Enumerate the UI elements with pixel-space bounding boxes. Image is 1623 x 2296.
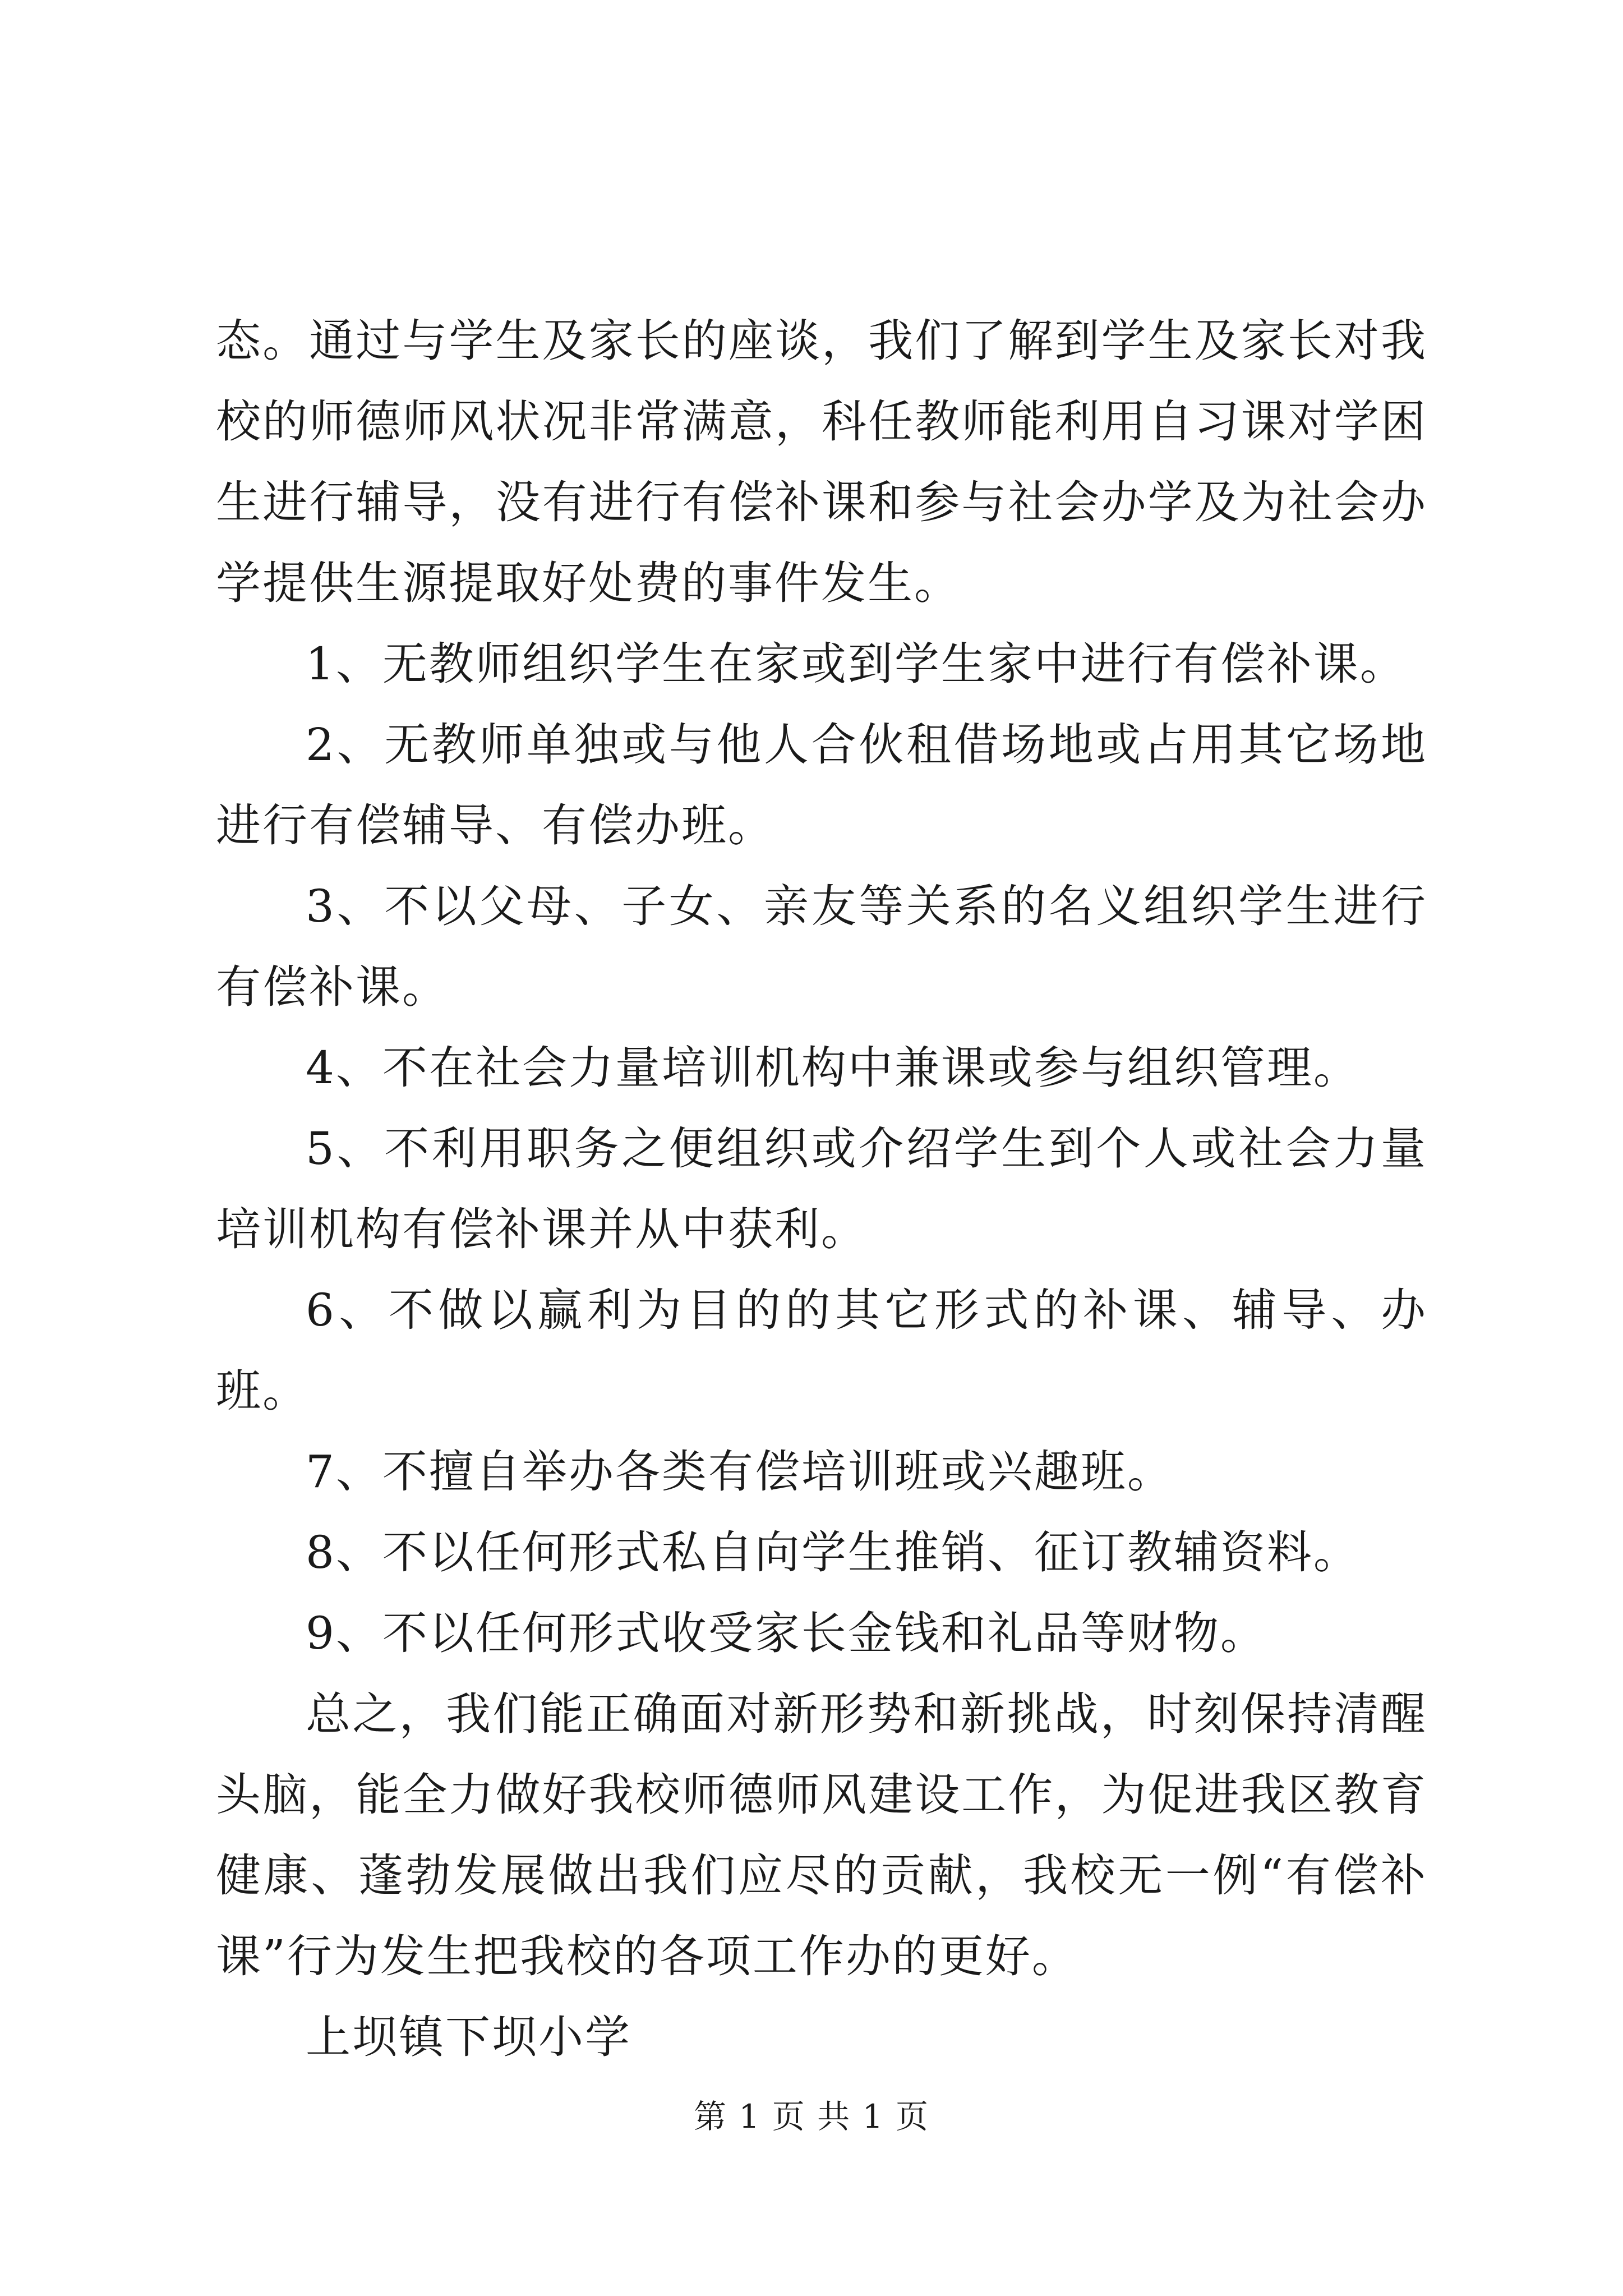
list-item-1: 1、无教师组织学生在家或到学生家中进行有偿补课。 bbox=[306, 638, 1407, 690]
list-item-7: 7、不擅自举办各类有偿培训班或兴趣班。 bbox=[306, 1446, 1174, 1498]
list-item-8: 8、不以任何形式私自向学生推销、征订教辅资料。 bbox=[306, 1526, 1360, 1579]
document-body bbox=[216, 301, 1427, 2078]
signature-school-name: 上坝镇下坝小学 bbox=[306, 2011, 631, 2063]
list-item-3: 3、不以父母、子女、亲友等关系的名义组织学生进行有偿补课。 bbox=[216, 880, 1427, 1013]
list-item-4: 4、不在社会力量培训机构中兼课或参与组织管理。 bbox=[306, 1042, 1360, 1094]
page-footer: 第 1 页 共 1 页 bbox=[694, 2097, 929, 2136]
list-item-9: 9、不以任何形式收受家长金钱和礼品等财物。 bbox=[306, 1607, 1267, 1659]
conclusion-paragraph: 总之，我们能正确面对新形势和新挑战，时刻保持清醒头脑，能全力做好我校师德师风建设工作，为促进我区教育健康、蓬勃发展做出我们应尽的贡献，我校无一例“有偿补课”行为发生把我校的各项工作办的更好。 bbox=[216, 1688, 1427, 1982]
list-item-5: 5、不利用职务之便组织或介绍学生到个人或社会力量培训机构有偿补课并从中获利。 bbox=[216, 1122, 1427, 1255]
list-item-2: 2、无教师单独或与他人合伙租借场地或占用其它场地进行有偿辅导、有偿办班。 bbox=[216, 719, 1427, 852]
list-item-6: 6、不做以赢利为目的的其它形式的补课、辅导、办班。 bbox=[216, 1284, 1427, 1417]
paragraph-continuation: 态。通过与学生及家长的座谈，我们了解到学生及家长对我校的师德师风状况非常满意，科任教师能利用自习课对学困生进行辅导，没有进行有偿补课和参与社会办学及为社会办学提供生源提取好处费的事件发生。 bbox=[216, 315, 1427, 609]
